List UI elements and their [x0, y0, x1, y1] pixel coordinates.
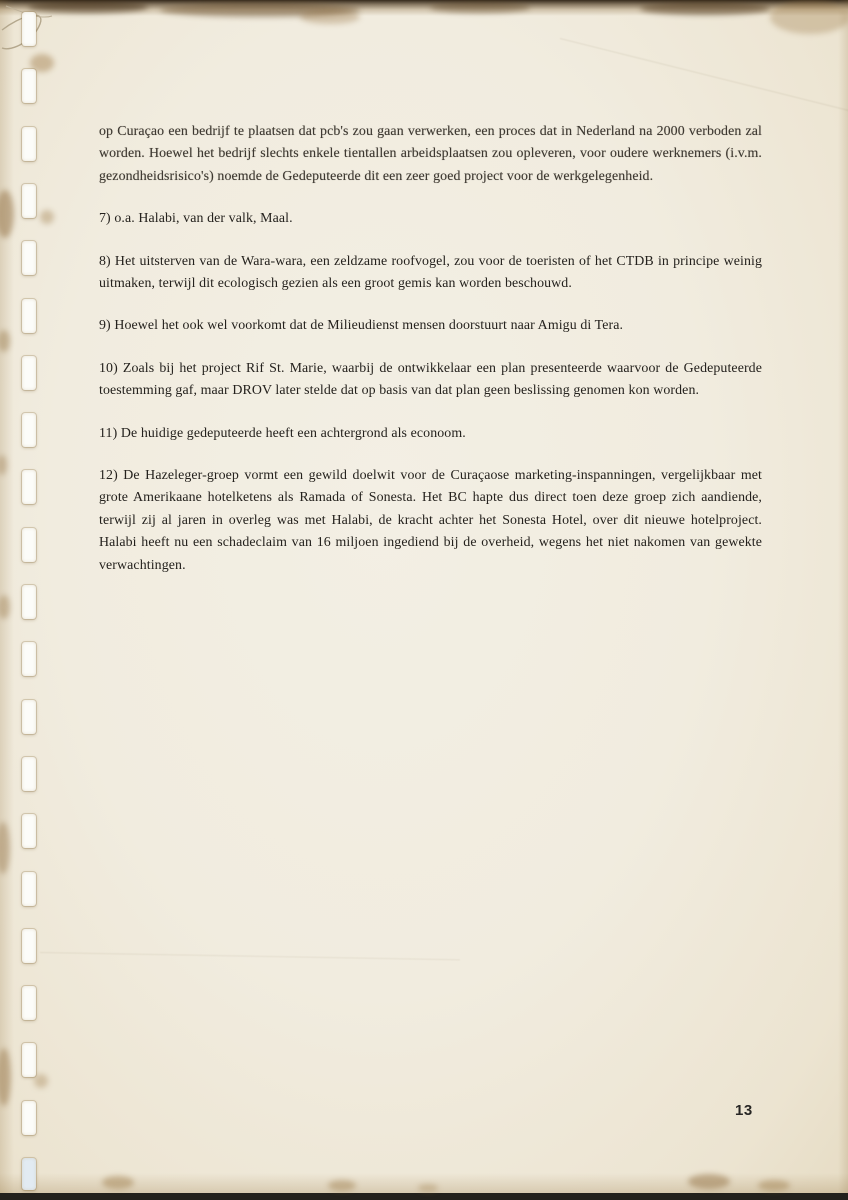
binding-hole	[22, 929, 36, 963]
binding-hole	[22, 1043, 36, 1077]
binding-hole	[22, 757, 36, 791]
paragraph-continuation: op Curaçao een bedrijf te plaatsen dat pcb's zou gaan verwerken, een proces dat in Nederland na 2000 verboden zal worden. Hoewel het bedrijf slechts enkele tientallen arbeidsplaatsen zou opleveren, voor oudere werknemers (i.v.m. gezondheidsrisico's) noemde de Gedeputeerde dit een zeer goed project voor de werkgelegenheid.	[99, 124, 762, 184]
stain-mark	[40, 210, 54, 224]
binding-hole	[22, 356, 36, 390]
binding-hole	[22, 986, 36, 1020]
left-edge-aging	[0, 0, 14, 1200]
burnt-top-edge	[0, 0, 848, 16]
bottom-edge-aging	[0, 1173, 848, 1195]
binding-hole	[22, 413, 36, 447]
binding-hole	[22, 814, 36, 848]
footnote-7: 7) o.a. Halabi, van der valk, Maal.	[99, 211, 293, 227]
footnote-11: 11) De huidige gedeputeerde heeft een achtergrond als econoom.	[99, 425, 466, 441]
scanner-background-strip	[0, 1193, 848, 1200]
footnote-10: 10) Zoals bij het project Rif St. Marie, waarbij de ontwikkelaar een plan presenteerde waarvoor de Gedeputeerde toestemming gaf, maar DROV later stelde dat op basis van dat plan geen beslissing genomen kon worden.	[99, 360, 762, 399]
binding-hole	[22, 528, 36, 562]
binding-hole	[22, 1101, 36, 1135]
binding-hole	[22, 12, 36, 46]
binding-hole	[22, 299, 36, 333]
document-text-block	[99, 121, 762, 597]
stain-mark	[34, 1074, 48, 1088]
paper-crease	[560, 38, 848, 112]
binding-hole	[22, 470, 36, 504]
binding-hole	[22, 241, 36, 275]
right-edge-aging	[838, 0, 848, 1200]
binding-hole	[22, 184, 36, 218]
page-number: 13	[735, 1102, 753, 1119]
footnote-12: 12) De Hazeleger-groep vormt een gewild doelwit voor de Curaçaose marketing-inspanningen, vergelijkbaar met grote Amerikaane hotelketens als Ramada of Sonesta. Het BC hapte dus direct toen deze groep zich aandiende, terwijl zij al jaren in overleg was met Halabi, de kracht achter het Sonesta Hotel, over dit nieuwe hotelproject. Halabi heeft nu een schadeclaim van 16 miljoen ingediend bij de overheid, wegens het niet nakomen van gewekte verwachtingen.	[99, 468, 762, 573]
paper-crease	[40, 952, 460, 960]
binding-hole	[22, 642, 36, 676]
binding-hole	[22, 127, 36, 161]
binding-hole	[22, 585, 36, 619]
binding-hole	[22, 700, 36, 734]
binding-hole	[22, 1158, 36, 1190]
footnote-8: 8) Het uitsterven van de Wara-wara, een zeldzame roofvogel, zou voor de toeristen of het CTDB in principe weinig uitmaken, terwijl dit ecologisch gezien als een groot gemis kan worden beschouwd.	[99, 253, 762, 292]
binding-hole	[22, 872, 36, 906]
binding-hole	[22, 69, 36, 103]
footnote-9: 9) Hoewel het ook wel voorkomt dat de Milieudienst mensen doorstuurt naar Amigu di Tera.	[99, 318, 624, 334]
